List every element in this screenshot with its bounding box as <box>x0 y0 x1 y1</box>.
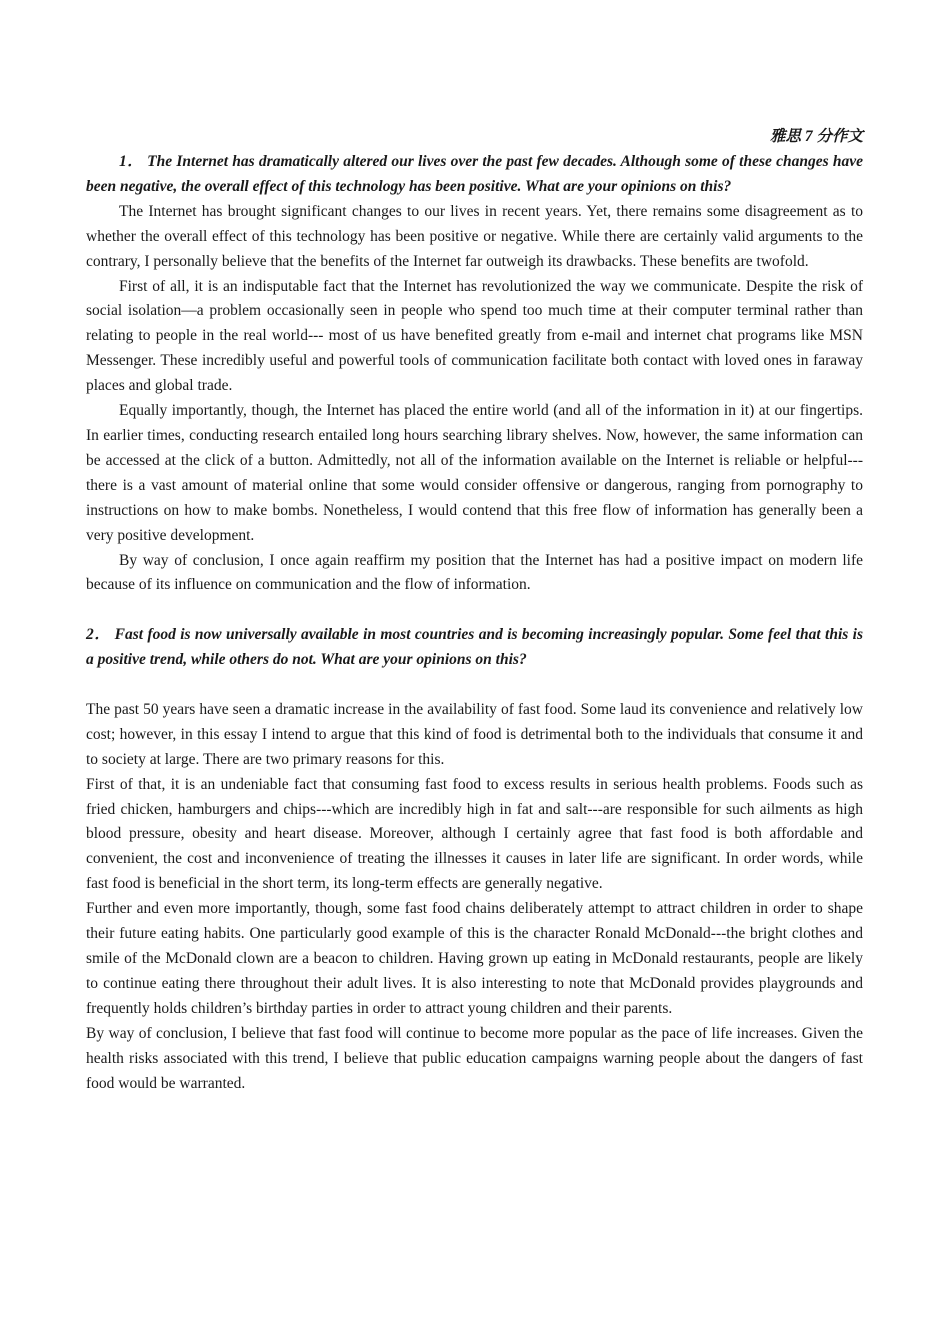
essay-1-paragraph-1: The Internet has brought significant changes to our lives in recent years. Yet, there remains some disagreement as to whether the overall effect of this technology has been positive or negative. While there are certainly valid arguments to the contrary, I personally believe that the benefits of the Internet far outweigh its drawbacks. These benefits are twofold. <box>86 202 863 270</box>
essay-1-paragraph-2: First of all, it is an indisputable fact that the Internet has revolutionized the way we communicate. Despite the risk of social isolation—a problem occasionally seen in people who spend too much time at their computer terminal rather than relating to people in the real world--- most of us have benefited greatly from e-mail and internet chat programs like MSN Messenger. These incredibly useful and powerful tools of communication facilitate both contact with loved ones in faraway places and global trade. <box>86 277 863 395</box>
essay-2-paragraph-1: The past 50 years have seen a dramatic increase in the availability of fast food. Some laud its convenience and relatively low cost; however, in this essay I intend to argue that this kind of food is detrimental both to the individuals that consume it and to society at large. There are two primary reasons for this. <box>86 700 863 768</box>
essay-1-paragraph-3: Equally importantly, though, the Internet has placed the entire world (and all of the information in it) at our fingertips. In earlier times, conducting research entailed long hours searching library shelves. Now, however, the same information can be accessed at the click of a button. Admittedly, not all of the information available on the Internet is reliable or helpful---there is a vast amount of material online that some would consider offensive or dangerous, ranging from pornography to instructions on how to make bombs. Nonetheless, I would contend that this free flow of information has generally been a very positive development. <box>86 402 863 544</box>
essay-2-question: 2． Fast food is now universally available in most countries and is becoming increasingly popular. Some feel that this is a positive trend, while others do not. What are your opinions on this? <box>86 626 863 669</box>
section-spacer <box>86 673 863 698</box>
document-page <box>86 124 863 1096</box>
essay-1-paragraph-4: By way of conclusion, I once again reaffirm my position that the Internet has had a positive impact on modern life because of its influence on communication and the flow of information. <box>86 551 863 594</box>
essay-2-paragraph-3: Further and even more importantly, though, some fast food chains deliberately attempt to attract children in order to shape their future eating habits. One particularly good example of this is the character Ronald McDonald---the bright clothes and smile of the McDonald clown are a beacon to children. Having grown up eating in McDonald restaurants, people are likely to continue eating there throughout their adult lives. It is also interesting to note that McDonald provides playgrounds and frequently holds children’s birthday parties in order to attract young children and their parents. <box>86 900 863 1017</box>
essay-2-paragraph-4: By way of conclusion, I believe that fast food will continue to become more popular as the pace of life increases. Given the health risks associated with this trend, I believe that public education campaigns warning people about the dangers of fast food would be warranted. <box>86 1024 863 1092</box>
essay-2-paragraph-2: First of that, it is an undeniable fact that consuming fast food to excess results in serious health problems. Foods such as fried chicken, hamburgers and chips---which are incredibly high in fat and salt---are responsible for such ailments as high blood pressure, obesity and heart disease. Moreover, although I certainly agree that fast food is both affordable and convenient, the cost and inconvenience of treating the illnesses it causes in later life are significant. In order words, while fast food is beneficial in the short term, its long-term effects are generally negative. <box>86 775 863 893</box>
essay-1-question: 1． The Internet has dramatically altered our lives over the past few decades. Although some of these changes have been negative, the overall effect of this technology has been positive. What are your opinions on this? <box>86 153 863 195</box>
document-title: 雅思 7 分作文 <box>769 128 863 145</box>
section-spacer <box>86 598 863 623</box>
